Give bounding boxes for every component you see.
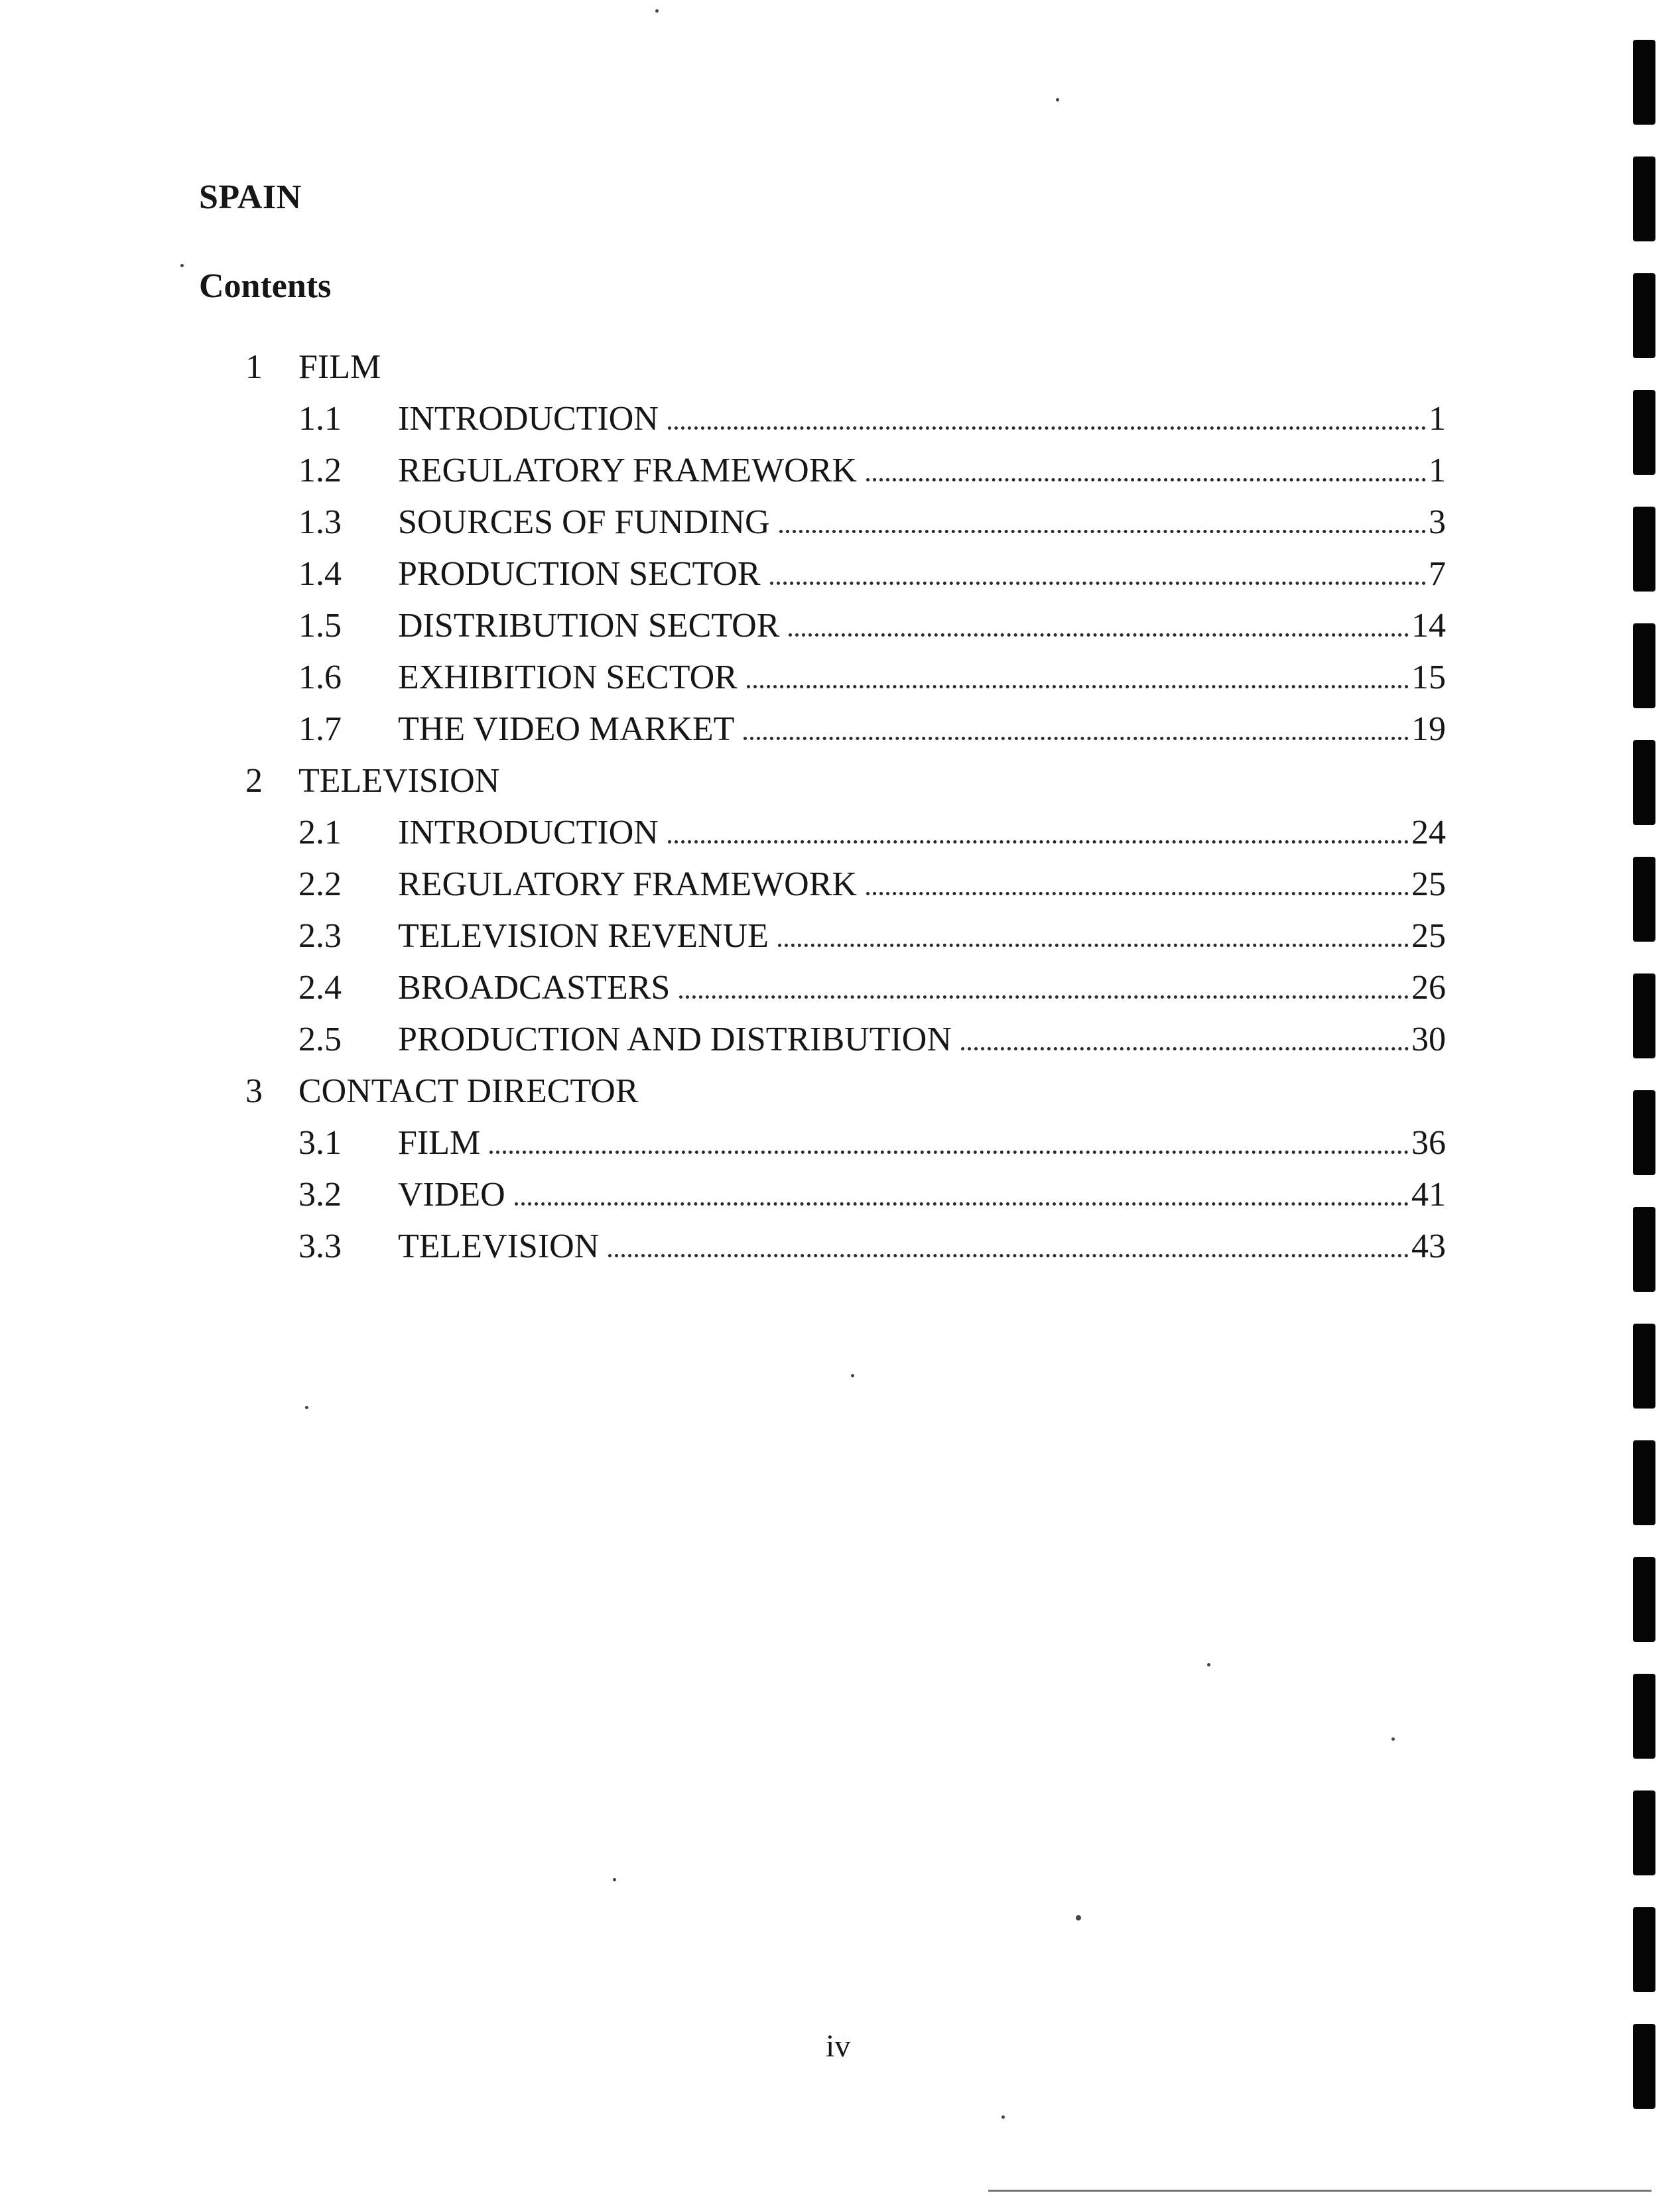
toc-entry: [245, 859, 1446, 910]
toc-section-heading: [245, 1066, 1446, 1117]
scan-speck: [613, 1878, 616, 1881]
toc-entry-title: BROADCASTERS: [398, 969, 671, 1007]
toc-entry-page: 24: [1411, 814, 1446, 851]
toc-entry-page: 19: [1411, 710, 1446, 748]
toc-entry: [245, 1169, 1446, 1221]
binding-hole: [1633, 1557, 1655, 1642]
toc-entry: [245, 548, 1446, 600]
toc-entry: [245, 962, 1446, 1014]
dot-leader: [679, 995, 1409, 999]
dot-leader: [770, 582, 1426, 585]
toc-entry-page: 43: [1411, 1227, 1446, 1265]
binding-holes-strip: [1633, 40, 1657, 2188]
binding-hole: [1633, 1790, 1655, 1875]
scan-speck: [305, 1406, 308, 1409]
binding-hole: [1633, 1324, 1655, 1409]
dot-leader: [866, 478, 1426, 481]
binding-hole: [1633, 2024, 1655, 2109]
toc-entry: [245, 445, 1446, 497]
binding-hole: [1633, 857, 1655, 942]
toc-section-title: CONTACT DIRECTOR: [298, 1072, 639, 1110]
binding-hole: [1633, 40, 1655, 125]
toc-entry-title: SOURCES OF FUNDING: [398, 503, 770, 541]
toc-entry-title: PRODUCTION SECTOR: [398, 555, 761, 593]
page-number: iv: [826, 2029, 851, 2064]
toc-entry-title: INTRODUCTION: [398, 400, 659, 438]
toc-section-heading: [245, 342, 1446, 393]
toc-entry-number: 1.5: [298, 607, 342, 645]
toc-section-number: 2: [245, 762, 263, 800]
toc-entry-page: 14: [1411, 607, 1446, 645]
toc-entry-page: 41: [1411, 1176, 1446, 1214]
toc-entry-number: 2.3: [298, 917, 342, 955]
toc-entry-number: 1.2: [298, 452, 342, 489]
toc-section-heading: [245, 755, 1446, 807]
toc-entry-number: 3.3: [298, 1227, 342, 1265]
toc-entry-title: PRODUCTION AND DISTRIBUTION: [398, 1021, 952, 1058]
binding-hole: [1633, 390, 1655, 475]
toc-entry-page: 15: [1411, 659, 1446, 696]
toc-entry-title: REGULATORY FRAMEWORK: [398, 865, 857, 903]
toc-entry-title: TELEVISION REVENUE: [398, 917, 769, 955]
dot-leader: [779, 530, 1426, 533]
dot-leader: [961, 1047, 1409, 1050]
toc-entry-page: 30: [1411, 1021, 1446, 1058]
toc-entry: [245, 600, 1446, 652]
binding-hole: [1633, 1674, 1655, 1759]
toc-section-title: FILM: [298, 348, 381, 386]
toc-entry-page: 25: [1411, 917, 1446, 955]
toc-entry: [245, 807, 1446, 859]
toc-entry-number: 2.5: [298, 1021, 342, 1058]
toc-entry: [245, 910, 1446, 962]
toc-entry: [245, 1221, 1446, 1273]
toc-entry-title: THE VIDEO MARKET: [398, 710, 735, 748]
toc-entry-number: 1.6: [298, 659, 342, 696]
toc-section-title: TELEVISION: [298, 762, 500, 800]
binding-hole: [1633, 507, 1655, 592]
toc-entry-title: VIDEO: [398, 1176, 505, 1214]
binding-hole: [1633, 1090, 1655, 1175]
scan-speck: [1076, 1915, 1081, 1920]
toc-entry-title: FILM: [398, 1124, 481, 1162]
scan-speck: [1002, 2115, 1005, 2119]
table-of-contents: [245, 342, 1446, 1273]
toc-entry-number: 1.7: [298, 710, 342, 748]
toc-entry-page: 7: [1429, 555, 1446, 593]
toc-entry-page: 26: [1411, 969, 1446, 1007]
toc-entry-title: EXHIBITION SECTOR: [398, 659, 738, 696]
scan-speck: [851, 1374, 854, 1377]
scan-speck: [180, 264, 184, 267]
toc-entry-title: REGULATORY FRAMEWORK: [398, 452, 857, 489]
binding-hole: [1633, 973, 1655, 1058]
toc-entry-number: 3.2: [298, 1176, 342, 1214]
toc-entry-number: 1.3: [298, 503, 342, 541]
toc-entry-page: 1: [1429, 452, 1446, 489]
toc-entry-title: TELEVISION: [398, 1227, 600, 1265]
dot-leader: [789, 633, 1409, 637]
country-title: SPAIN: [199, 178, 302, 216]
toc-entry-number: 2.4: [298, 969, 342, 1007]
bottom-edge-rule: [988, 2190, 1651, 2192]
binding-hole: [1633, 157, 1655, 241]
binding-hole: [1633, 1207, 1655, 1292]
toc-entry: [245, 1117, 1446, 1169]
binding-hole: [1633, 740, 1655, 825]
toc-entry: [245, 1014, 1446, 1066]
contents-heading: Contents: [199, 267, 332, 305]
toc-entry: [245, 652, 1446, 704]
toc-entry-page: 3: [1429, 503, 1446, 541]
toc-entry: [245, 497, 1446, 548]
dot-leader: [608, 1254, 1409, 1257]
binding-hole: [1633, 1907, 1655, 1992]
toc-entry-title: INTRODUCTION: [398, 814, 659, 851]
toc-entry-number: 3.1: [298, 1124, 342, 1162]
dot-leader: [515, 1202, 1409, 1206]
scan-speck: [655, 9, 659, 13]
toc-entry-number: 2.1: [298, 814, 342, 851]
scan-speck: [1056, 98, 1059, 101]
dot-leader: [668, 426, 1426, 430]
toc-section-number: 3: [245, 1072, 263, 1110]
dot-leader: [489, 1151, 1409, 1154]
toc-entry-page: 1: [1429, 400, 1446, 438]
dot-leader: [747, 685, 1409, 688]
binding-hole: [1633, 623, 1655, 708]
scan-speck: [1391, 1737, 1395, 1741]
toc-entry-page: 36: [1411, 1124, 1446, 1162]
dot-leader: [866, 892, 1409, 895]
binding-hole: [1633, 273, 1655, 358]
binding-hole: [1633, 1440, 1655, 1525]
dot-leader: [778, 944, 1409, 947]
toc-entry: [245, 704, 1446, 755]
toc-entry-number: 1.4: [298, 555, 342, 593]
toc-entry: [245, 393, 1446, 445]
toc-entry-page: 25: [1411, 865, 1446, 903]
toc-entry-title: DISTRIBUTION SECTOR: [398, 607, 780, 645]
dot-leader: [743, 737, 1409, 740]
toc-entry-number: 1.1: [298, 400, 342, 438]
dot-leader: [668, 840, 1409, 844]
scan-speck: [1207, 1663, 1210, 1666]
toc-entry-number: 2.2: [298, 865, 342, 903]
toc-section-number: 1: [245, 348, 263, 386]
